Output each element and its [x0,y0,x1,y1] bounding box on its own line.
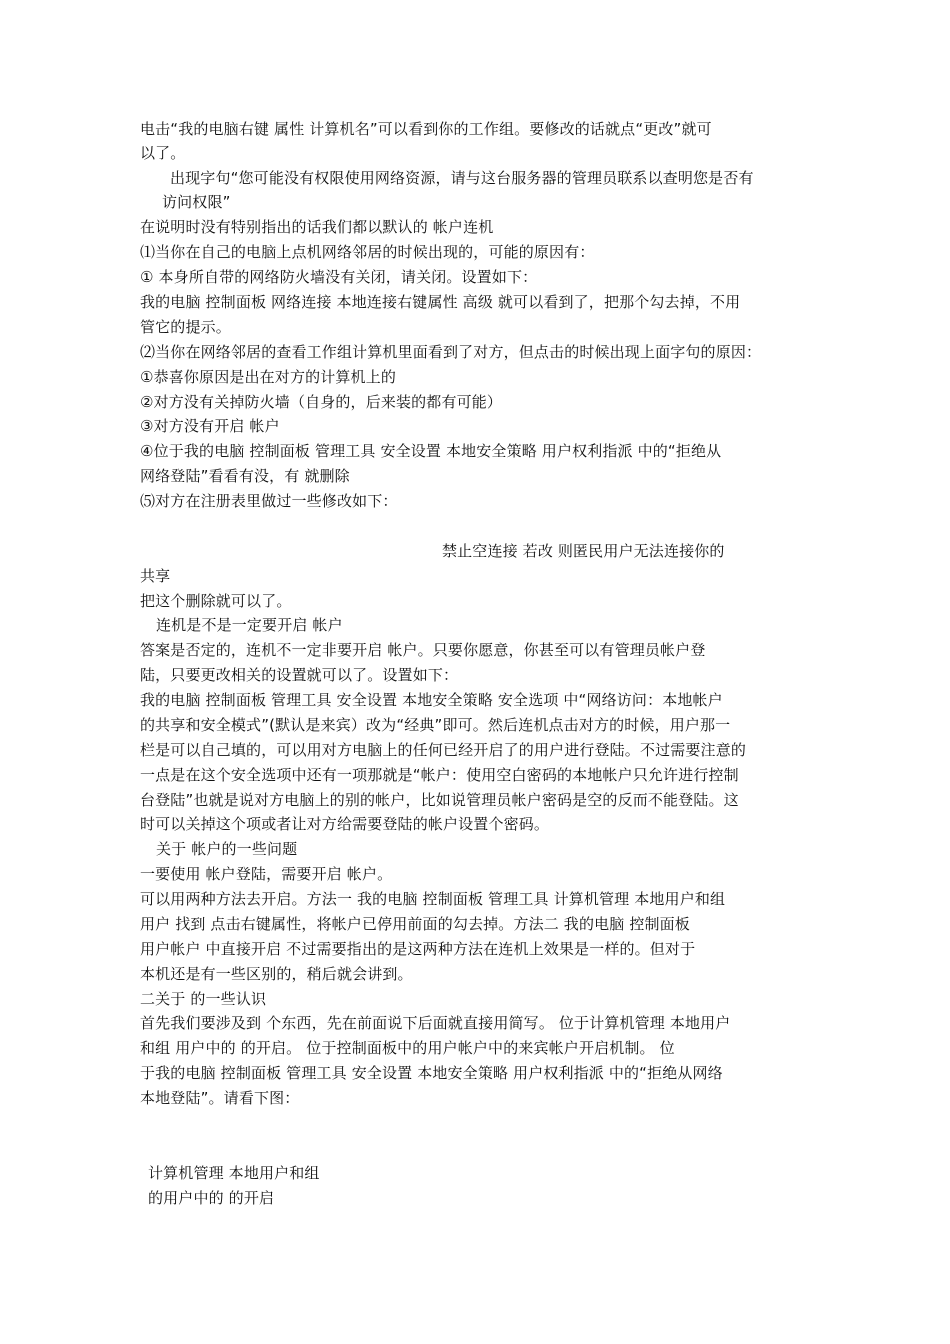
text-line: 电击“我的电脑右键 属性 计算机名”可以看到你的工作组。要修改的话就点“更改”就可 [140,120,712,138]
text-line: 时可以关掉这个项或者让对方给需要登陆的帐户设置个密码。 [140,815,550,833]
text-line: ④位于我的电脑 控制面板 管理工具 安全设置 本地安全策略 用户权利指派 中的“拒绝从 [140,442,722,460]
text-line: 二关于 的一些认识 [140,990,267,1008]
text-line: 出现字句“您可能没有权限使用网络资源，请与这台服务器的管理员联系以查明您是否有 [170,169,754,187]
text-line: 的用户中的 的开启 [148,1189,275,1207]
text-line: 陆，只要更改相关的设置就可以了。设置如下： [140,666,459,684]
text-line: 关于 帐户的一些问题 [156,840,298,858]
text-line: 台登陆”也就是说对方电脑上的别的帐户，比如说管理员帐户密码是空的反而不能登陆。这 [140,791,739,809]
text-line: ⑸对方在注册表里做过一些修改如下： [140,492,398,510]
text-line: 计算机管理 本地用户和组 [148,1164,320,1182]
text-line: 本地登陆”。请看下图： [140,1089,300,1107]
text-line: 本机还是有一些区别的，稍后就会讲到。 [140,965,413,983]
text-line: 我的电脑 控制面板 网络连接 本地连接右键属性 高级 就可以看到了，把那个勾去掉，不用 [140,293,741,311]
text-line: 于我的电脑 控制面板 管理工具 安全设置 本地安全策略 用户权利指派 中的“拒绝从网络 [140,1064,723,1082]
text-line: ⑵当你在网络邻居的查看工作组计算机里面看到了对方，但点击的时候出现上面字句的原因： [140,343,762,361]
text-line: 答案是否定的，连机不一定非要开启 帐户。只要你愿意，你甚至可以有管理员帐户登 [140,641,706,659]
text-line: 连机是不是一定要开启 帐户 [156,616,343,634]
text-line: 栏是可以自己填的，可以用对方电脑上的任何已经开启了的用户进行登陆。不过需要注意的 [140,741,747,759]
text-line: ⑴当你在自己的电脑上点机网络邻居的时候出现的，可能的原因有： [140,243,595,261]
text-line: 以了。 [140,144,186,162]
text-line: 可以用两种方法去开启。方法一 我的电脑 控制面板 管理工具 计算机管理 本地用户和组 [140,890,726,908]
text-line: 用户 找到 点击右键属性，将帐户已停用前面的勾去掉。方法二 我的电脑 控制面板 [140,915,690,933]
text-line: ②对方没有关掉防火墙（自身的，后来装的都有可能） [140,393,503,411]
text-line: 在说明时没有特别指出的话我们都以默认的 帐户连机 [140,218,494,236]
text-line: 共享 [140,567,171,585]
text-line: 把这个删除就可以了。 [140,592,292,610]
text-line: ① 本身所自带的网络防火墙没有关闭，请关闭。设置如下： [140,268,538,286]
text-line: 和组 用户中的 的开启。 位于控制面板中的用户帐户中的来宾帐户开启机制。 位 [140,1039,675,1057]
text-line: 用户帐户 中直接开启 不过需要指出的是这两种方法在连机上效果是一样的。但对于 [140,940,696,958]
text-line: ①恭喜你原因是出在对方的计算机上的 [140,368,396,386]
text-line: 禁止空连接 若改 则匿民用户无法连接你的 [442,542,725,560]
text-line: 我的电脑 控制面板 管理工具 安全设置 本地安全策略 安全选项 中“网络访问：本地帐户 [140,691,723,709]
text-line: 管它的提示。 [140,318,231,336]
text-line: 首先我们要涉及到 个东西，先在前面说下后面就直接用简写。 位于计算机管理 本地用户 [140,1014,731,1032]
text-line: ③对方没有开启 帐户 [140,417,280,435]
text-line: 访问权限” [162,193,231,211]
text-line: 的共享和安全模式”(默认是来宾）改为“经典”即可。然后连机点击对方的时候，用户那一 [140,716,731,734]
text-line: 一点是在这个安全选项中还有一项那就是“帐户：使用空白密码的本地帐户只允许进行控制 [140,766,739,784]
text-line: 一要使用 帐户登陆，需要开启 帐户。 [140,865,393,883]
text-line: 网络登陆”看看有没，有 就删除 [140,467,350,485]
